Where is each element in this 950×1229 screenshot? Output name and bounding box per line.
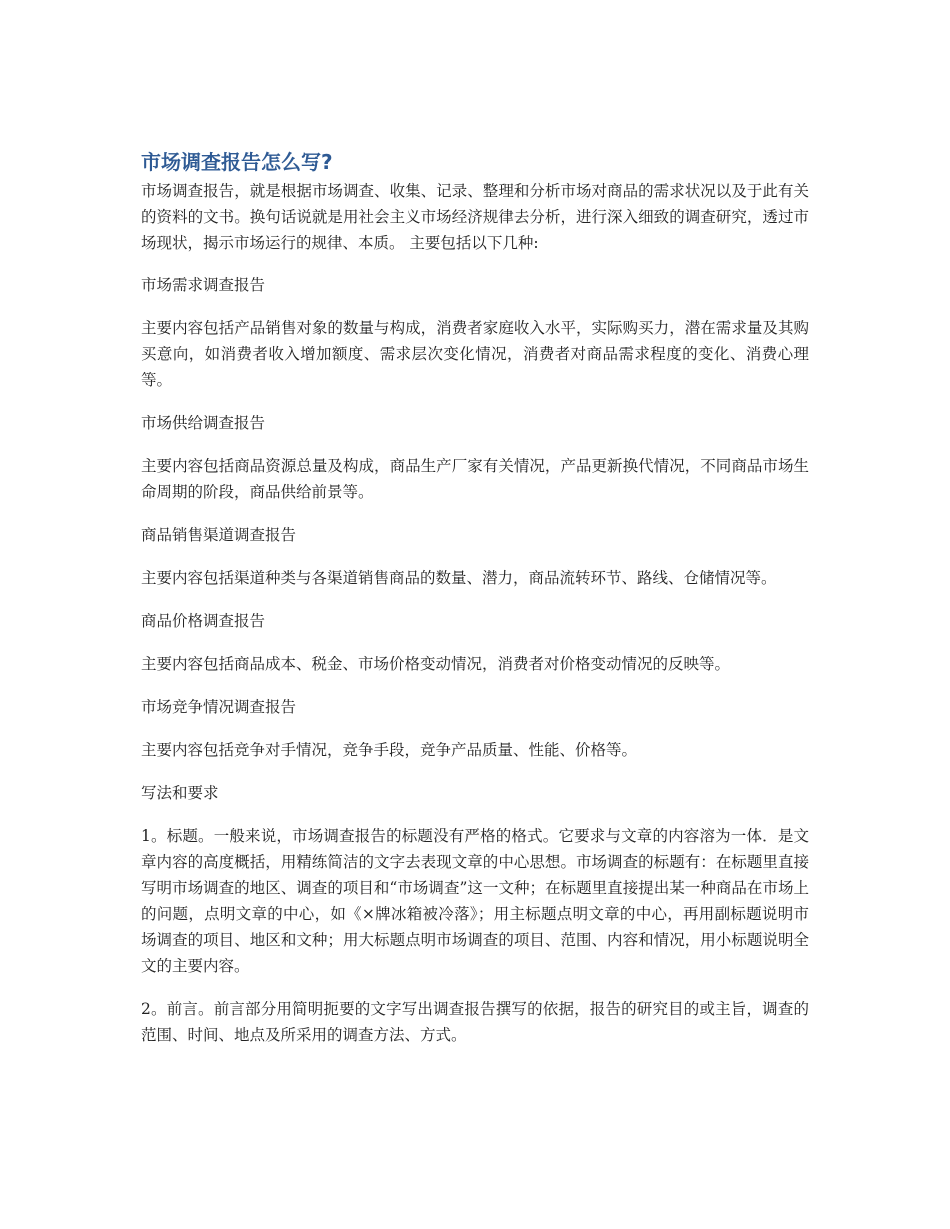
- writing-preface-paragraph: 2。前言。前言部分用简明扼要的文字写出调查报告撰写的依据，报告的研究目的或主旨，调查的范围、时间、地点及所采用的调查方法、方式。: [141, 1000, 809, 1044]
- section-heading-competition: 市场竞争情况调查报告: [141, 698, 297, 716]
- intro-paragraph: 市场调查报告，就是根据市场调查、收集、记录、整理和分析市场对商品的需求状况以及于此有关的资料的文书。换句话说就是用社会主义市场经济规律去分析，进行深入细致的调查研究，透过市场现状，揭示市场运行的规律、本质。 主要包括以下几种:: [141, 182, 809, 252]
- market-supply-paragraph: 主要内容包括商品资源总量及构成，商品生产厂家有关情况，产品更新换代情况，不同商品市场生命周期的阶段，商品供给前景等。: [141, 457, 809, 501]
- competition-paragraph: 主要内容包括竞争对手情况，竞争手段，竞争产品质量、性能、价格等。: [141, 741, 638, 759]
- section-heading-market-supply: 市场供给调查报告: [141, 414, 266, 432]
- document-title: 市场调查报告怎么写?: [141, 150, 333, 174]
- section-heading-price: 商品价格调查报告: [141, 612, 266, 630]
- price-paragraph: 主要内容包括商品成本、税金、市场价格变动情况，消费者对价格变动情况的反映等。: [141, 655, 731, 673]
- sales-channel-paragraph: 主要内容包括渠道种类与各渠道销售商品的数量、潜力，商品流转环节、路线、仓储情况等。: [141, 569, 777, 587]
- market-demand-paragraph: 主要内容包括产品销售对象的数量与构成，消费者家庭收入水平，实际购买力，潜在需求量及其购买意向，如消费者收入增加额度、需求层次变化情况，消费者对商品需求程度的变化、消费心理等。: [141, 319, 809, 389]
- section-heading-market-demand: 市场需求调查报告: [141, 276, 266, 294]
- section-heading-sales-channel: 商品销售渠道调查报告: [141, 526, 297, 544]
- writing-title-paragraph: 1。标题。一般来说，市场调查报告的标题没有严格的格式。它要求与文章的内容溶为一体．是文章内容的高度概括，用精练简洁的文字去表现文章的中心思想。市场调查的标题有：在标题里直接写明市场调查的地区、调查的项目和“市场调查”这一文种；在标题里直接提出某一种商品在市场上的问题，点明文章的中心，如《×牌冰箱被冷落》；用主标题点明文章的中心，再用副标题说明市场调查的项目、地区和文种；用大标题点明市场调查的项目、范围、内容和情况，用小标题说明全文的主要内容。: [141, 827, 809, 975]
- document-body: [141, 148, 809, 1048]
- section-heading-writing-requirements: 写法和要求: [141, 784, 219, 802]
